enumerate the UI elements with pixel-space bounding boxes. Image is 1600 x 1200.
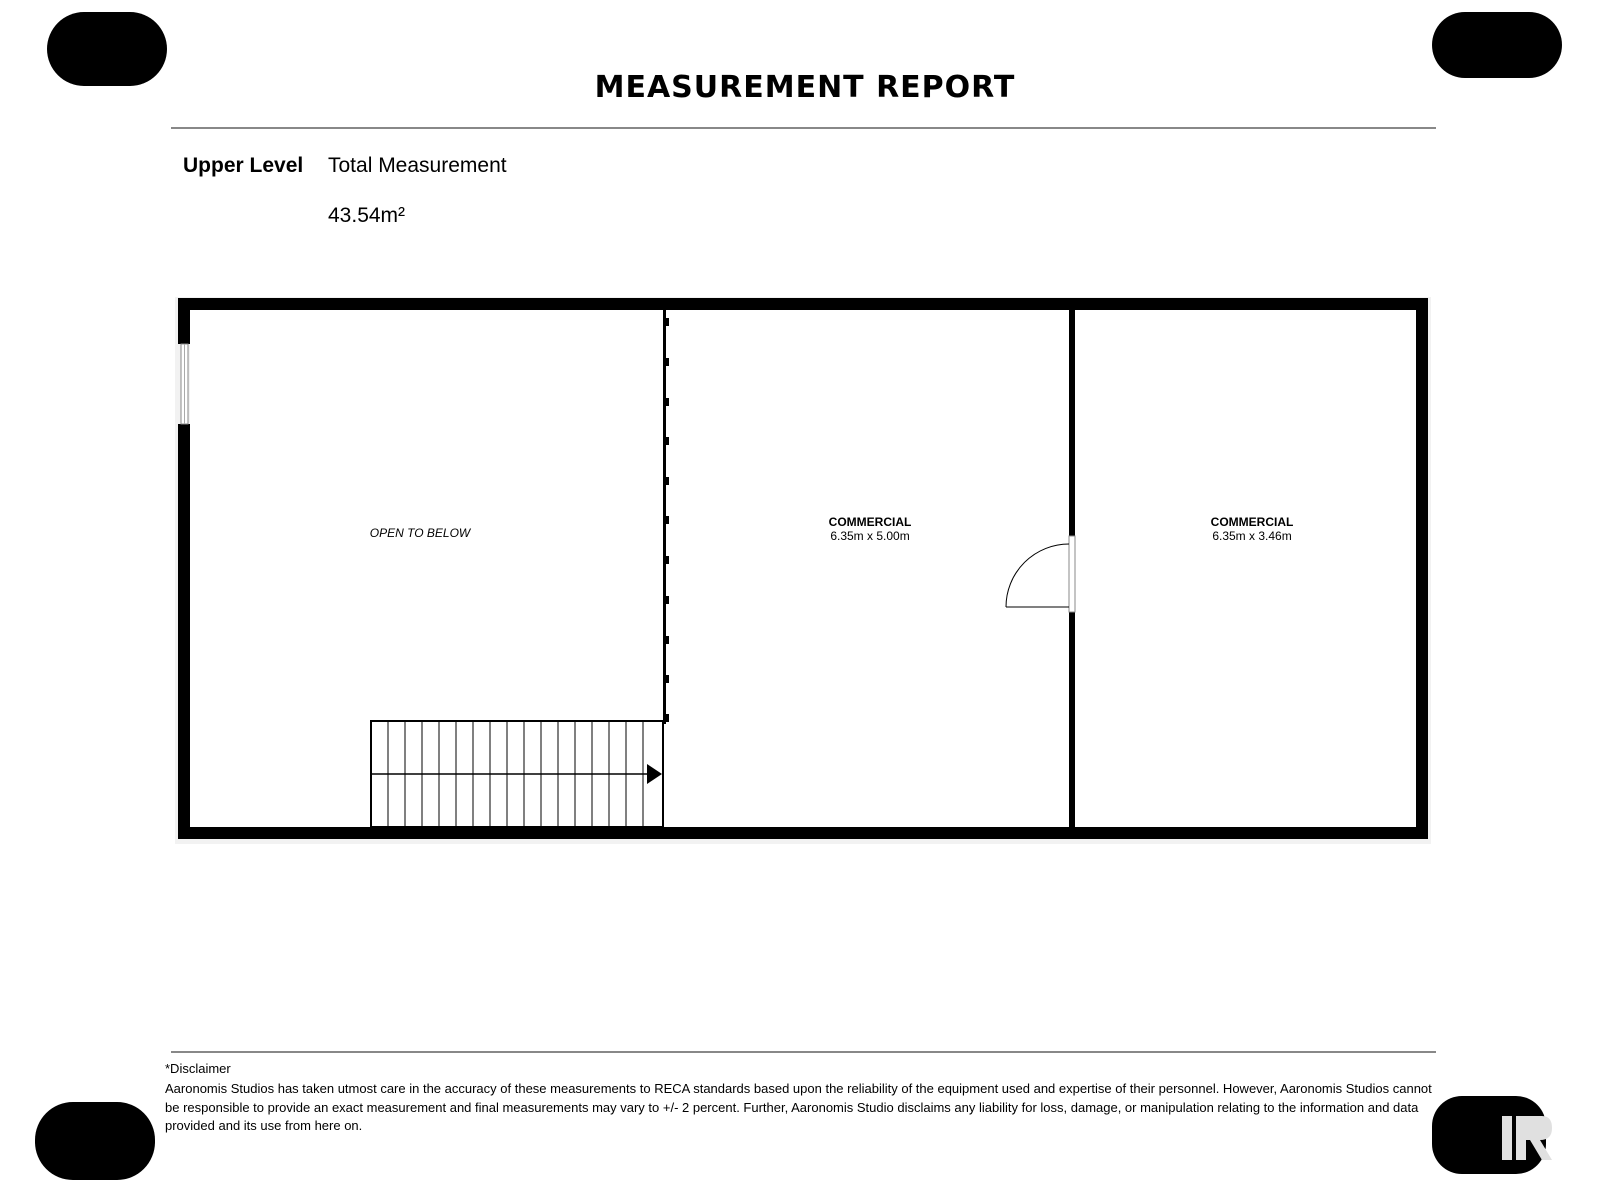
page-title: MEASUREMENT REPORT bbox=[594, 70, 1016, 105]
wall-right bbox=[1416, 298, 1428, 839]
open-to-below-label: OPEN TO BELOW bbox=[369, 526, 471, 540]
staircase bbox=[371, 721, 663, 827]
total-measurement-value: 43.54m² bbox=[328, 204, 406, 227]
wall-top bbox=[178, 298, 1428, 310]
door-opening bbox=[1069, 536, 1075, 612]
wall-left-lower bbox=[178, 424, 190, 839]
wall-left-upper bbox=[178, 298, 190, 344]
room-dimensions: 6.35m x 5.00m bbox=[830, 529, 910, 543]
disclaimer-text: Aaronomis Studios has taken utmost care in the accuracy of these measurements to RECA standards based upon the reliability of the equipment used and expertise of their personnel. However, Aaronomis Studios cannot be responsible to provide an exact measurement and final measurements may vary to +/- 2 percent. Further, Aaronomis Studio disclaims any liability for loss, damage, or manipulation relating to the information and data provided and its use from here on. bbox=[165, 1081, 1432, 1133]
wall-bottom bbox=[178, 827, 1428, 839]
room-name: COMMERCIAL bbox=[1210, 515, 1294, 529]
interior-wall-upper bbox=[1069, 310, 1075, 536]
room-dimensions: 6.35m x 3.46m bbox=[1212, 529, 1292, 543]
room-label-commercial-1 bbox=[750, 515, 990, 543]
room-label-commercial-2 bbox=[1132, 515, 1372, 543]
interior-wall-lower bbox=[1069, 612, 1075, 827]
total-measurement-label: Total Measurement bbox=[328, 154, 507, 177]
room-name: COMMERCIAL bbox=[828, 515, 912, 529]
footer-divider bbox=[171, 1051, 1436, 1053]
level-label: Upper Level bbox=[183, 154, 304, 177]
disclaimer-heading: *Disclaimer bbox=[165, 1061, 231, 1076]
